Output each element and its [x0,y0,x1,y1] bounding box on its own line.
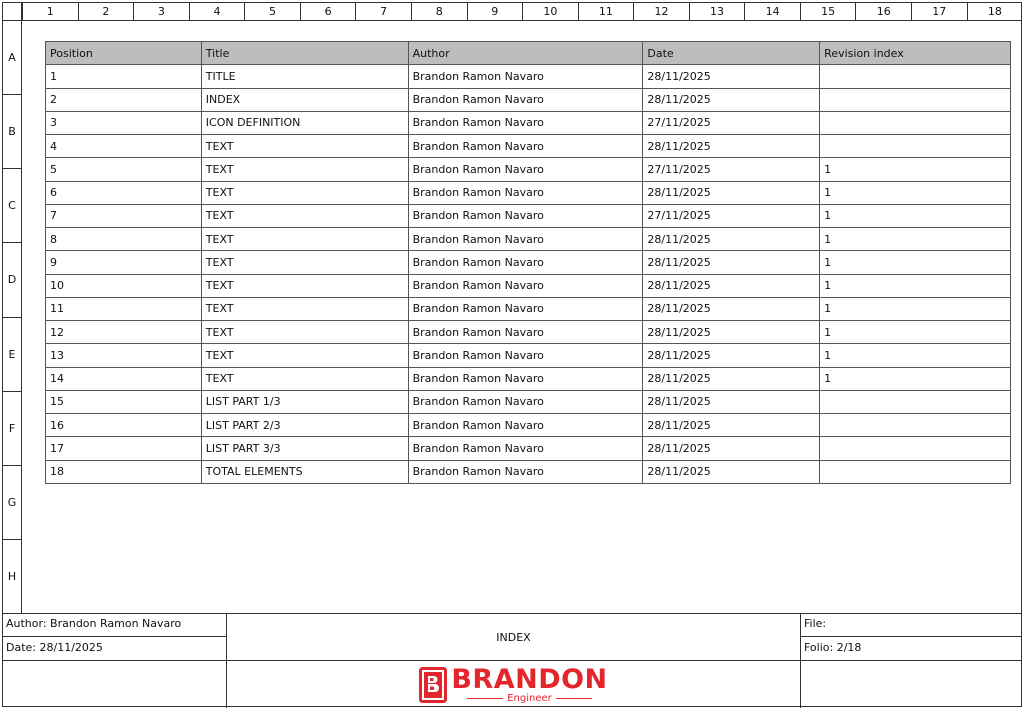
column-marker: 15 [800,3,856,20]
cell-author: Brandon Ramon Navaro [408,88,643,111]
cell-revision-index [820,65,1011,88]
cell-author: Brandon Ramon Navaro [408,65,643,88]
column-marker: 8 [411,3,467,20]
column-marker: 1 [22,3,78,20]
table-row [46,390,1011,413]
brand-logo [419,663,608,704]
cell-revision-index: 1 [820,204,1011,227]
table-row [46,297,1011,320]
table-row [46,158,1011,181]
row-marker: F [3,391,21,465]
cell-position: 16 [46,414,202,437]
cell-position: 12 [46,321,202,344]
cell-title: LIST PART 2/3 [201,414,408,437]
cell-title: TEXT [201,251,408,274]
index-table [45,41,1011,484]
table-row [46,367,1011,390]
table-row [46,111,1011,134]
cell-date: 27/11/2025 [643,204,820,227]
cell-title: TEXT [201,135,408,158]
row-marker: C [3,168,21,242]
cell-title: TEXT [201,158,408,181]
cell-author: Brandon Ramon Navaro [408,297,643,320]
logo-subtitle: Engineer [507,692,552,704]
table-row [46,321,1011,344]
cell-position: 6 [46,181,202,204]
cell-title: ICON DEFINITION [201,111,408,134]
cell-revision-index [820,460,1011,483]
cell-position: 8 [46,228,202,251]
cell-revision-index [820,88,1011,111]
title-block-sheet-title [227,614,800,661]
title-block [3,613,1022,707]
table-row [46,437,1011,460]
cell-date: 28/11/2025 [643,344,820,367]
title-block-file: File: [800,614,1022,637]
column-marker: 2 [78,3,134,20]
cell-author: Brandon Ramon Navaro [408,367,643,390]
cell-revision-index: 1 [820,344,1011,367]
cell-position: 14 [46,367,202,390]
cell-title: TEXT [201,321,408,344]
cell-date: 28/11/2025 [643,437,820,460]
cell-author: Brandon Ramon Navaro [408,158,643,181]
cell-revision-index [820,135,1011,158]
cell-date: 28/11/2025 [643,251,820,274]
cell-position: 17 [46,437,202,460]
column-marker: 7 [355,3,411,20]
logo-name: BRANDON [451,663,608,695]
cell-author: Brandon Ramon Navaro [408,251,643,274]
cell-date: 28/11/2025 [643,390,820,413]
cell-date: 28/11/2025 [643,367,820,390]
row-marker: D [3,242,21,316]
cell-date: 27/11/2025 [643,111,820,134]
cell-date: 28/11/2025 [643,65,820,88]
table-row [46,228,1011,251]
cell-date: 28/11/2025 [643,88,820,111]
column-marker: 3 [133,3,189,20]
index-table-header-row [46,42,1011,65]
cell-position: 1 [46,65,202,88]
cell-position: 3 [46,111,202,134]
cell-position: 5 [46,158,202,181]
cell-date: 28/11/2025 [643,460,820,483]
row-ruler [3,21,22,613]
row-marker: A [8,51,16,65]
cell-title: TEXT [201,204,408,227]
cell-author: Brandon Ramon Navaro [408,344,643,367]
title-block-author: Author: Brandon Ramon Navaro [3,614,227,637]
cell-date: 28/11/2025 [643,181,820,204]
drawing-sheet [2,2,1022,707]
cell-title: LIST PART 1/3 [201,390,408,413]
cell-revision-index: 1 [820,181,1011,204]
header-date: Date [643,42,820,65]
column-marker: 6 [300,3,356,20]
cell-title: TEXT [201,274,408,297]
title-block-logo-cell [227,661,800,708]
logo-divider-right [556,698,592,699]
ruler-corner [3,3,22,21]
column-marker: 11 [578,3,634,20]
cell-author: Brandon Ramon Navaro [408,390,643,413]
cell-revision-index: 1 [820,274,1011,297]
table-row [46,181,1011,204]
cell-position: 4 [46,135,202,158]
table-row [46,251,1011,274]
title-block-empty-right [800,661,1022,708]
table-row [46,88,1011,111]
cell-date: 27/11/2025 [643,158,820,181]
cell-revision-index [820,414,1011,437]
logo-subtitle-row [467,694,592,704]
cell-revision-index [820,390,1011,413]
cell-author: Brandon Ramon Navaro [408,437,643,460]
column-marker: 10 [522,3,578,20]
table-row [46,274,1011,297]
row-marker: H [3,539,21,613]
cell-author: Brandon Ramon Navaro [408,274,643,297]
cell-position: 10 [46,274,202,297]
header-revision-index: Revision index [820,42,1011,65]
cell-title: TEXT [201,181,408,204]
row-marker: G [3,465,21,539]
title-block-folio: Folio: 2/18 [800,637,1022,661]
cell-date: 28/11/2025 [643,135,820,158]
cell-revision-index: 1 [820,251,1011,274]
column-marker: 18 [967,3,1023,20]
cell-position: 2 [46,88,202,111]
cell-position: 13 [46,344,202,367]
cell-date: 28/11/2025 [643,321,820,344]
cell-position: 15 [46,390,202,413]
table-row [46,204,1011,227]
cell-author: Brandon Ramon Navaro [408,414,643,437]
cell-position: 11 [46,297,202,320]
column-marker: 13 [689,3,745,20]
cell-position: 7 [46,204,202,227]
column-marker: 5 [244,3,300,20]
column-ruler [22,3,1022,21]
table-row [46,344,1011,367]
brandon-b-logo-icon [419,667,447,703]
cell-author: Brandon Ramon Navaro [408,228,643,251]
table-row [46,65,1011,88]
cell-author: Brandon Ramon Navaro [408,181,643,204]
table-row [46,460,1011,483]
cell-revision-index: 1 [820,367,1011,390]
cell-revision-index: 1 [820,297,1011,320]
cell-author: Brandon Ramon Navaro [408,204,643,227]
cell-title: LIST PART 3/3 [201,437,408,460]
column-marker: 14 [744,3,800,20]
cell-title: TITLE [201,65,408,88]
column-marker: 17 [911,3,967,20]
cell-revision-index [820,111,1011,134]
column-marker: 12 [633,3,689,20]
row-marker: B [3,94,21,168]
cell-date: 28/11/2025 [643,297,820,320]
cell-author: Brandon Ramon Navaro [408,460,643,483]
table-row [46,414,1011,437]
cell-revision-index [820,437,1011,460]
cell-revision-index: 1 [820,228,1011,251]
cell-title: INDEX [201,88,408,111]
table-row [46,135,1011,158]
cell-revision-index: 1 [820,158,1011,181]
cell-position: 18 [46,460,202,483]
cell-date: 28/11/2025 [643,414,820,437]
column-marker: 9 [467,3,523,20]
cell-position: 9 [46,251,202,274]
cell-author: Brandon Ramon Navaro [408,111,643,134]
header-title: Title [201,42,408,65]
cell-title: TEXT [201,367,408,390]
cell-title: TEXT [201,344,408,367]
header-position: Position [46,42,202,65]
logo-divider-left [467,698,503,699]
column-marker: 4 [189,3,245,20]
cell-title: TEXT [201,228,408,251]
cell-author: Brandon Ramon Navaro [408,321,643,344]
column-marker: 16 [855,3,911,20]
title-block-date: Date: 28/11/2025 [3,637,227,661]
header-author: Author [408,42,643,65]
logo-text [451,663,608,704]
title-block-empty-left [3,661,227,708]
cell-title: TOTAL ELEMENTS [201,460,408,483]
cell-date: 28/11/2025 [643,228,820,251]
cell-date: 28/11/2025 [643,274,820,297]
cell-title: TEXT [201,297,408,320]
sheet-title-text: INDEX [496,630,531,644]
cell-revision-index: 1 [820,321,1011,344]
row-marker: E [3,317,21,391]
cell-author: Brandon Ramon Navaro [408,135,643,158]
